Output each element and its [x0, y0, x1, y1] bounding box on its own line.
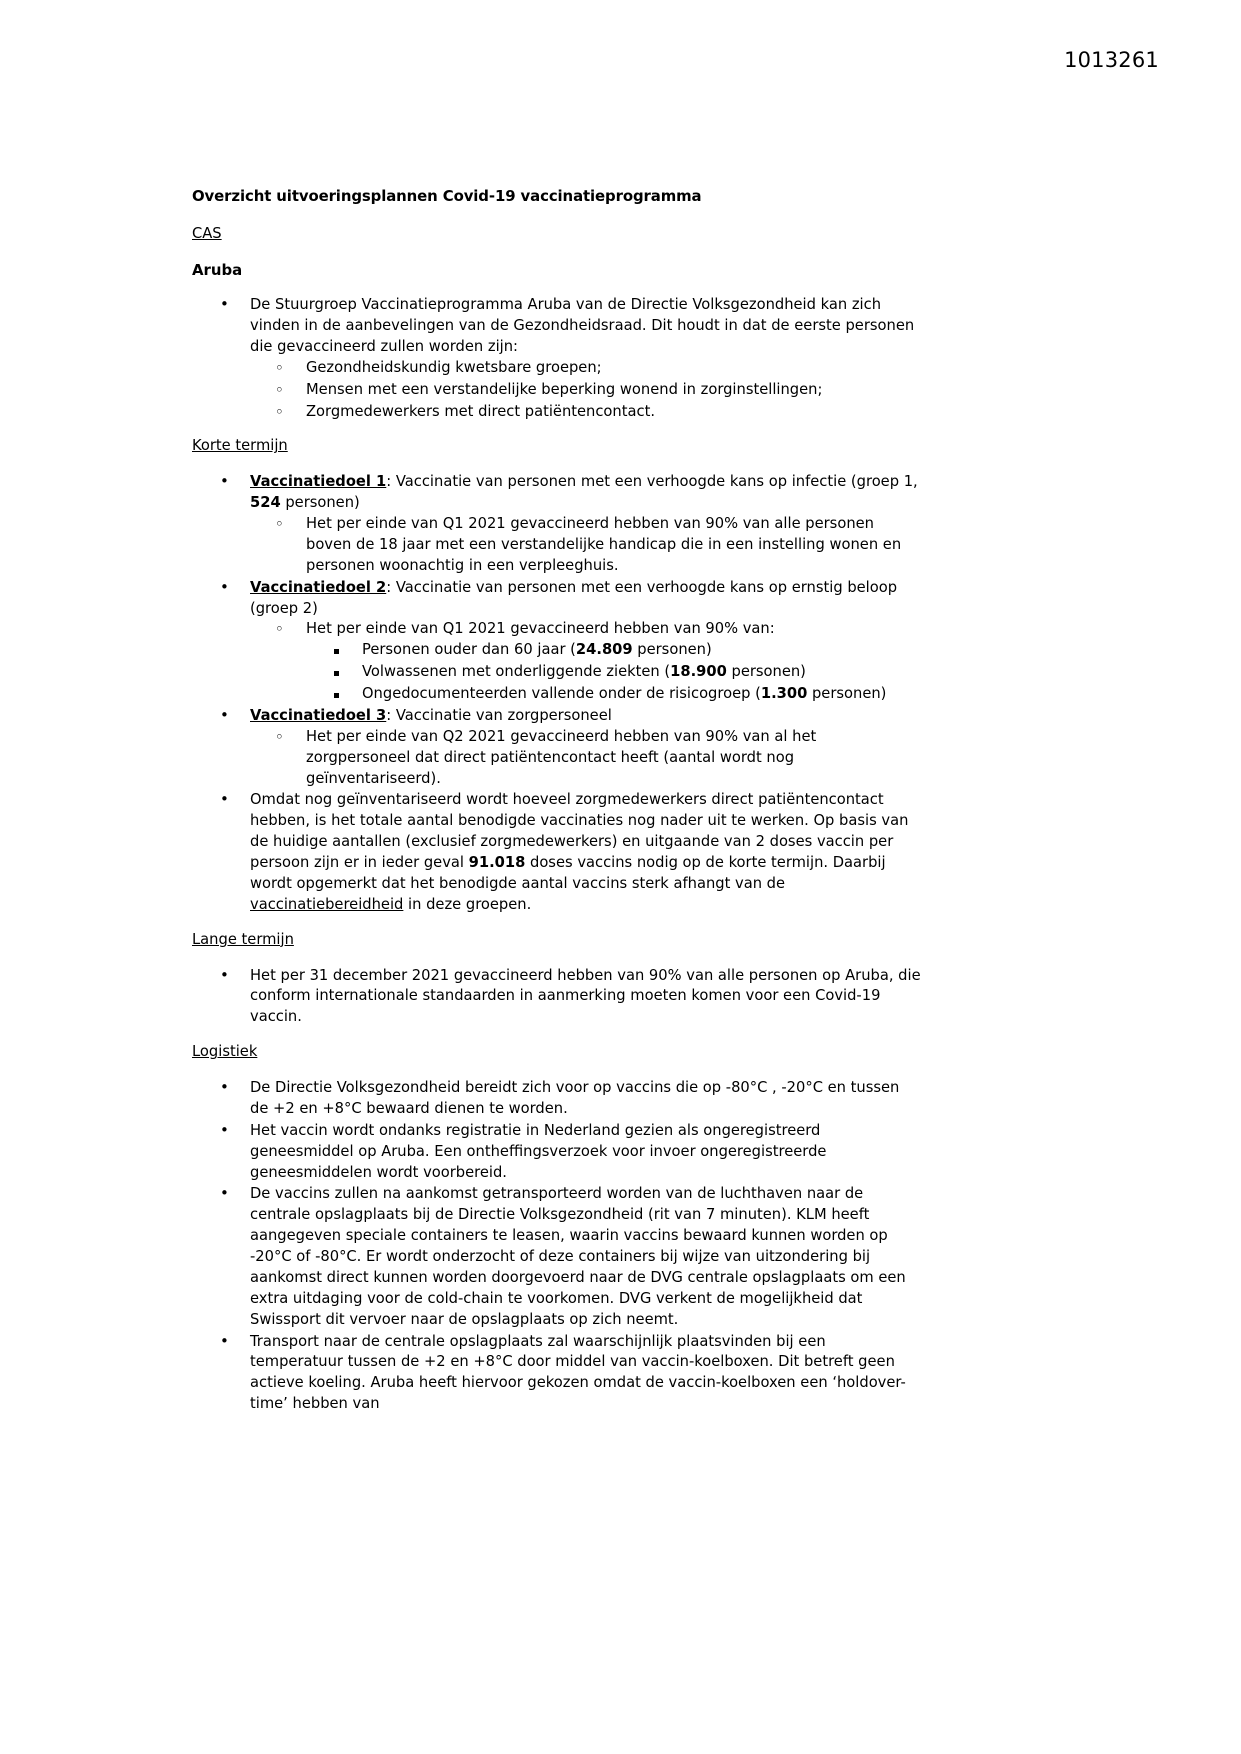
list-item-vaccinatiedoel-3 — [192, 706, 922, 790]
logistiek-text: De vaccins zullen na aankomst getransporteerd worden van de luchthaven naar de centrale opslagplaats bij de Directie Volksgezondheid (rit van 7 minuten). KLM heeft aangegeven speciale containers te leasen, waarin vaccins bewaard kunnen worden op -20°C of -80°C. Er wordt onderzocht of deze containers bij wijze van uitzondering bij aankomst direct kunnen worden doorgevoerd naar de DVG centrale opslagplaats om een extra uitdaging voor de cold-chain te voorkomen. DVG verkent de mogelijkheid dat Swissport dit vervoer naar de opslagplaats op zich neemt. — [250, 1185, 906, 1328]
vaccinatiedoel-3-sub-text: Het per einde van Q2 2021 gevaccineerd hebben van 90% van al het zorgpersoneel dat direct patiëntencontact heeft (aantal wordt nog geïnventariseerd). — [306, 727, 817, 787]
vaccinatiedoel-1-text-after: personen) — [280, 494, 360, 512]
logistiek-text: Het vaccin wordt ondanks registratie in Nederland gezien als ongeregistreerd geneesmiddel op Aruba. Een ontheffingsverzoek voor invoer ongeregistreerde geneesmiddelen wordt voorbereid. — [250, 1121, 827, 1181]
vaccinatiedoel-1-label: Vaccinatiedoel 1 — [250, 473, 387, 491]
korte-termijn-heading: Korte termijn — [192, 437, 288, 455]
vaccinatiedoel-3-text: : Vaccinatie van zorgpersoneel — [386, 706, 612, 724]
list-item-vaccinatiedoel-2 — [192, 578, 922, 705]
list-item — [306, 640, 922, 661]
logistiek-text: Transport naar de centrale opslagplaats zal waarschijnlijk plaatsvinden bij een temperatuur tussen de +2 en +8°C door middel van vaccin-koelboxen. Dit betreft geen actieve koeling. Aruba heeft hiervoor gekozen omdat de vaccin-koelboxen een ‘holdover-time’ hebben van — [250, 1332, 906, 1413]
document-body — [192, 186, 922, 1416]
list-item — [250, 402, 922, 423]
vaccinatiedoel-1-sub-list — [250, 514, 922, 577]
list-item — [250, 619, 922, 705]
group-count: 24.809 — [575, 641, 633, 659]
korte-termijn-list — [192, 472, 922, 915]
group-count: 1.300 — [760, 685, 808, 703]
intro-sub-text: Mensen met een verstandelijke beperking wonend in zorginstellingen; — [306, 380, 823, 398]
logistiek-heading: Logistiek — [192, 1043, 258, 1061]
group-text-pre: Volwassenen met onderliggende ziekten ( — [362, 663, 671, 681]
region-heading: CAS — [192, 225, 222, 243]
totaal-text-mid: doses vaccins nodig op de korte termijn. Daarbij wordt opgemerkt dat het benodigde aantal vaccins sterk afhangt van de — [250, 854, 886, 892]
vaccinatiedoel-3-sub-list — [250, 727, 922, 790]
group-text-post: personen) — [632, 641, 712, 659]
logistiek-text: De Directie Volksgezondheid bereidt zich voor op vaccins die op -80°C , -20°C en tussen de +2 en +8°C bewaard dienen te worden. — [250, 1079, 900, 1117]
vaccinatiedoel-2-sub-text: Het per einde van Q1 2021 gevaccineerd hebben van 90% van: — [306, 620, 775, 638]
group-text-pre: Ongedocumenteerden vallende onder de risicogroep ( — [362, 685, 761, 703]
document-number: 1013261 — [1064, 48, 1159, 72]
intro-sub-text: Gezondheidskundig kwetsbare groepen; — [306, 358, 602, 376]
list-item-vaccinatiedoel-1 — [192, 472, 922, 576]
totaal-text-post: in deze groepen. — [403, 895, 532, 913]
totaal-text-pre: Omdat nog geïnventariseerd wordt hoeveel zorgmedewerkers direct patiëntencontact hebben, is het totale aantal benodigde vaccinaties nog nader uit te werken. Op basis van de huidige aantallen (exclusief zorgmedewerkers) en uitgaande van 2 doses vaccin per persoon zijn er in ieder geval — [250, 791, 909, 872]
list-item — [250, 727, 922, 790]
vaccinatiedoel-1-text: : Vaccinatie van personen met een verhoogde kans op infectie (groep 1, — [386, 473, 918, 491]
list-item — [192, 1332, 922, 1416]
list-item — [306, 684, 922, 705]
lange-termijn-list — [192, 966, 922, 1029]
vaccinatiedoel-3-label: Vaccinatiedoel 3 — [250, 706, 387, 724]
group-text-post: personen) — [726, 663, 806, 681]
intro-bullet-text: De Stuurgroep Vaccinatieprogramma Aruba van de Directie Volksgezondheid kan zich vinden in de aanbevelingen van de Gezondheidsraad. Dit houdt in dat de eerste personen die gevaccineerd zullen worden zijn: — [250, 296, 915, 355]
intro-list — [192, 295, 922, 422]
vaccinatiedoel-1-count: 524 — [250, 494, 281, 512]
list-item — [250, 514, 922, 577]
page-title: Overzicht uitvoeringsplannen Covid-19 vaccinatieprogramma — [192, 187, 702, 205]
vaccinatiedoel-1-sub-text: Het per einde van Q1 2021 gevaccineerd hebben van 90% van alle personen boven de 18 jaar met een verstandelijke handicap die in een instelling wonen en personen woonachtig in een verpleeghuis. — [306, 515, 902, 574]
list-item — [192, 1184, 922, 1330]
vaccinatiebereidheid-term: vaccinatiebereidheid — [250, 895, 404, 913]
list-item — [192, 1121, 922, 1184]
country-heading: Aruba — [192, 261, 243, 280]
vaccinatiedoel-2-group-list — [306, 640, 922, 705]
list-item — [250, 358, 922, 379]
list-item — [306, 662, 922, 683]
lange-termijn-text: Het per 31 december 2021 gevaccineerd hebben van 90% van alle personen op Aruba, die conform internationale standaarden in aanmerking moeten komen voor een Covid-19 vaccin. — [250, 966, 921, 1026]
list-item — [250, 380, 922, 401]
group-text-post: personen) — [807, 685, 887, 703]
intro-sub-text: Zorgmedewerkers met direct patiëntencontact. — [306, 402, 655, 420]
list-item — [192, 966, 922, 1029]
list-item — [192, 295, 922, 422]
list-item-totaal-doses — [192, 790, 922, 915]
lange-termijn-heading: Lange termijn — [192, 930, 294, 948]
vaccinatiedoel-2-text: : Vaccinatie van personen met een verhoogde kans op ernstig beloop (groep 2) — [250, 578, 898, 617]
intro-sub-list — [250, 358, 922, 423]
totaal-doses-count: 91.018 — [468, 854, 526, 872]
vaccinatiedoel-2-label: Vaccinatiedoel 2 — [250, 578, 387, 596]
logistiek-list — [192, 1078, 922, 1415]
vaccinatiedoel-2-sub-list — [250, 619, 922, 705]
group-text-pre: Personen ouder dan 60 jaar ( — [362, 641, 576, 659]
list-item — [192, 1078, 922, 1120]
group-count: 18.900 — [670, 663, 727, 681]
